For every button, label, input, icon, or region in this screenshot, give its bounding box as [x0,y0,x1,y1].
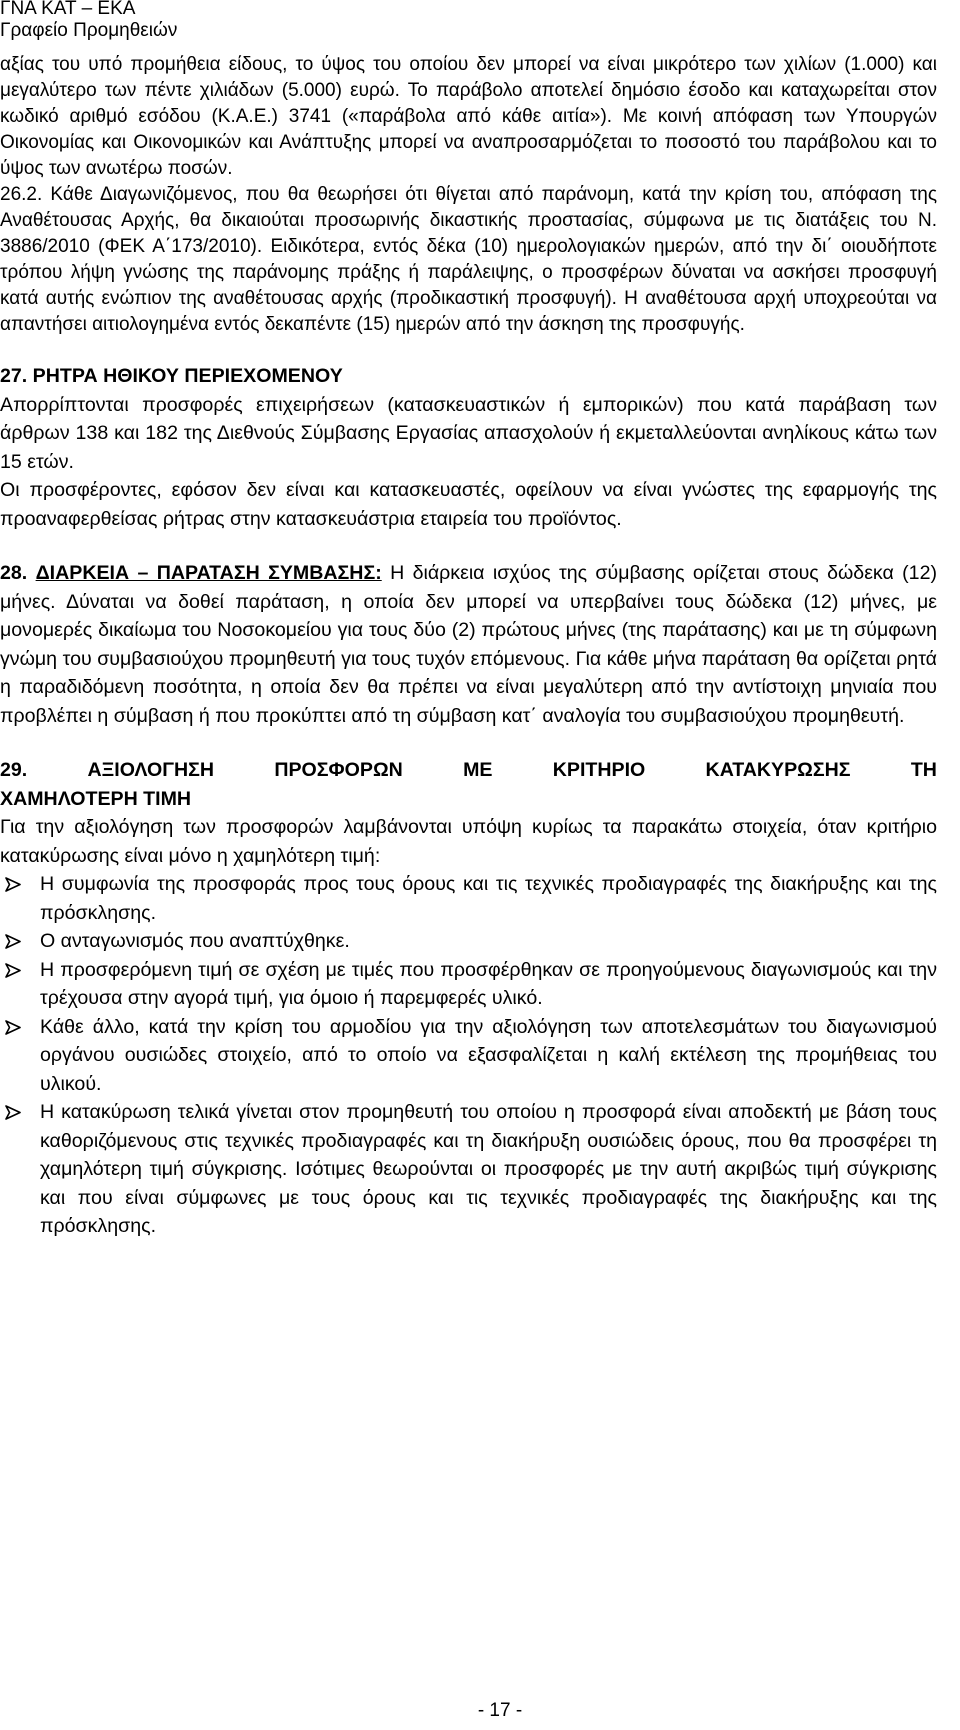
section-28-title: ΔΙΑΡΚΕΙΑ – ΠΑΡΑΤΑΣΗ ΣΥΜΒΑΣΗΣ: [35,562,382,584]
arrow-bullet-icon [5,877,21,892]
list-item-text: Η προσφερόμενη τιμή σε σχέση με τιμές που προσφέρθηκαν σε προηγούμενους διαγωνισμούς και την τρέχουσα στην αγορά τιμή, για όμοιο ή παρεμφερές υλικό. [40,958,937,1009]
section-28-text: Η διάρκεια ισχύος της σύμβασης ορίζεται στους δώδεκα (12) μήνες. Δύναται να δοθεί παράταση, η οποία δεν μπορεί να υπερβαίνει τους δώδεκα (12) μήνες, με μονομερές δικαίωμα του Νοσοκομείου για τους δύο (2) πρώτους μήνες (της παράτασης) και με τη σύμφωνη γνώμη του συμβασιούχου προμηθευτή για τους τυχόν επόμενους. Για κάθε μήνα παράταση θα ορίζεται ρητά η παραδιδόμενη ποσότητα, η οποία δεν θα πρέπει να είναι μεγαλύτερη από την αντίστοιχη μηνιαία που προβλέπει η σύμβαση ή που προκύπτει από τη σύμβαση κατ΄ αναλογία του συμβασιούχου προμηθευτή. [0,562,937,727]
section-29 [0,756,937,1241]
arrow-bullet-icon [5,963,21,978]
section-28-number: 28. [0,562,28,584]
list-item-text: Η συμφωνία της προσφοράς προς τους όρους και τις τεχνικές προδιαγραφές της διακήρυξης και της πρόσκλησης. [40,873,937,924]
title-word: 29. [0,759,28,781]
title-word: ΑΞΙΟΛΟΓΗΣΗ [87,759,215,781]
page-number: - 17 - [477,1700,523,1721]
criteria-list [0,870,937,1241]
title-word: ΠΡΟΣΦΟΡΩΝ [274,759,403,781]
document-header [0,0,177,42]
section-29-intro: Για την αξιολόγηση των προσφορών λαμβάνονται υπόψη κυρίως τα παρακάτω στοιχεία, όταν κριτήριο κατακύρωσης είναι μόνο η χαμηλότερη τιμή: [0,816,937,867]
list-item [0,870,937,927]
arrow-bullet-icon [5,1105,21,1120]
header-department: Γραφείο Προμηθειών [0,20,178,41]
section-28 [0,559,937,730]
list-item [0,1013,937,1099]
title-word: ΚΡΙΤΗΡΙΟ [552,759,646,781]
list-item-text: Κάθε άλλο, κατά την κρίση του αρμοδίου για την αξιολόγηση των αποτελεσμάτων του διαγωνισμού οργάνου ουσιώδες στοιχείο, από το οποίο να εξασφαλίζεται η καλή εκτέλεση της προμήθειας του υλικού. [40,1015,937,1095]
arrow-bullet-icon [5,1020,21,1035]
section-27-paragraph-1: Απορρίπτονται προσφορές επιχειρήσεων (κατασκευαστικών ή εμπορικών) που κατά παράβαση των άρθρων 138 και 182 της Διεθνούς Σύμβασης Εργασίας απασχολούν ή εκμεταλλεύονται ανηλίκους κάτω των 15 ετών. [0,393,937,473]
list-item [0,956,937,1013]
paragraph-fee: αξίας του υπό προμήθεια είδους, το ύψος του οποίου δεν μπορεί να είναι μικρότερο των χιλίων (1.000) και μεγαλύτερο των πέντε χιλιάδων (5.000) ευρώ. Το παράβολο αποτελεί δημόσιο έσοδο και καταχωρείται στον κωδικό αριθμό εσόδου (Κ.Α.Ε.) 3741 («παράβολα από κάθε αιτία»). Με κοινή απόφαση των Υπουργών Οικονομίας και Οικονομικών και Ανάπτυξης μπορεί να αναπροσαρμόζεται το ποσοστό του παράβολου και το ύψος των ανωτέρω ποσών. [0,54,937,179]
header-org: ΓΝΑ ΚΑΤ – ΕΚΑ [0,0,136,19]
list-item [0,1098,937,1241]
list-item-text: Η κατακύρωση τελικά γίνεται στον προμηθευτή του οποίου η προσφορά είναι αποδεκτή με βάση τους καθοριζόμενους στις τεχνικές προδιαγραφές και τη διακήρυξη ουσιώδεις όρους, που θα προσφέρει τη χαμηλότερη τιμή σύγκρισης. Ισότιμες θεωρούνται οι προσφορές με την αυτή ακριβώς τιμή σύγκρισης και που είναι σύμφωνες με τους όρους και τις τεχνικές προδιαγραφές της διακήρυξης και της πρόσκλησης. [40,1101,937,1237]
section-28-paragraph [0,559,937,730]
section-29-title-line-2: ΧΑΜΗΛΟΤΕΡΗ ΤΙΜΗ [0,787,192,810]
arrow-bullet-icon [5,934,21,949]
section-29-title [0,756,937,785]
page-body [0,52,937,1241]
section-27-title: 27. ΡΗΤΡΑ ΗΘΙΚΟΥ ΠΕΡΙΕΧΟΜΕΝΟΥ [0,365,343,387]
section-27-paragraph-2: Οι προσφέροντες, εφόσον δεν είναι και κατασκευαστές, οφείλουν να είναι γνώστες της εφαρμογής της προαναφερθείσας ρήτρας στην κατασκευάστρια εταιρεία του προϊόντος. [0,479,937,530]
list-item [0,927,937,956]
section-27 [0,362,937,533]
title-word: ΜΕ [463,759,493,781]
list-item-text: Ο ανταγωνισμός που αναπτύχθηκε. [40,930,350,952]
paragraph-26-2: 26.2. Κάθε Διαγωνιζόμενος, που θα θεωρήσει ότι θίγεται από παράνομη, κατά την κρίση του, απόφαση της Αναθέτουσας Αρχής, θα δικαιούται προσωρινής δικαστικής προστασίας, σύμφωνα με τις διατάξεις του Ν. 3886/2010 (ΦΕΚ Α΄173/2010). Ειδικότερα, εντός δέκα (10) ημερολογιακών ημερών, από την δι΄ οιουδήποτε τρόπου λήψη γνώσης της παράνομης πράξης ή παράλειψης, ο προσφέρων δύναται να ασκήσει προσφυγή κατά αυτής ενώπιον της αναθέτουσας αρχής (προδικαστική προσφυγή). Η αναθέτουσα αρχή υποχρεούται να απαντήσει αιτιολογημένα εντός δεκαπέντε (15) ημερών από την άσκηση της προσφυγής. [0,184,937,335]
title-word: ΚΑΤΑΚΥΡΩΣΗΣ [705,759,851,781]
title-word: ΤΗ [910,759,937,781]
